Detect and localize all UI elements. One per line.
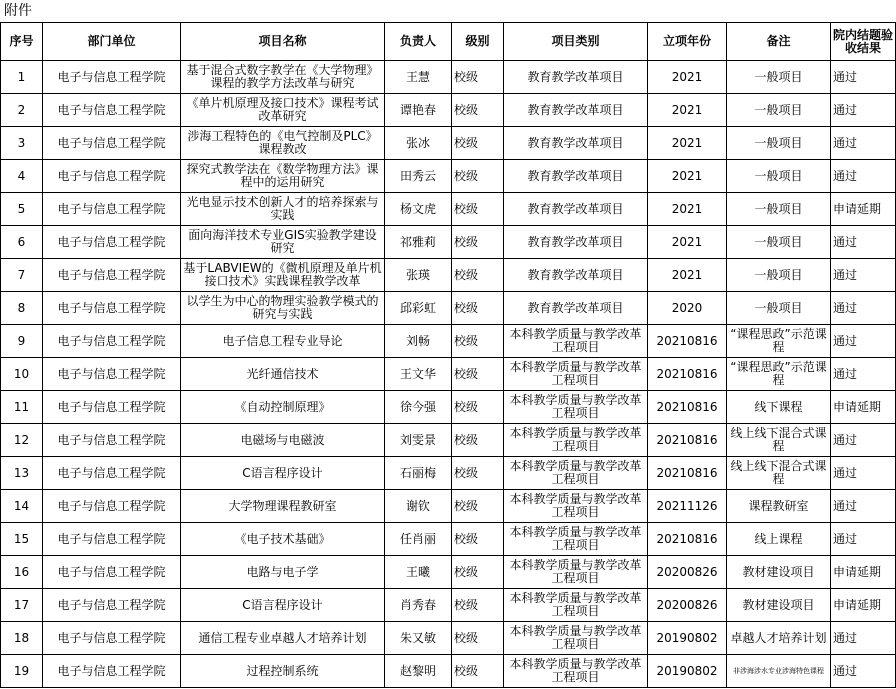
table-row [1,358,896,391]
table-row [1,127,896,160]
row-number: 11 [1,391,43,424]
project-name-cell: 《自动控制原理》 [181,391,385,424]
year-cell: 20210816 [648,325,727,358]
category-cell: 教育教学改革项目 [504,160,648,193]
note-cell: 教材建设项目 [727,556,831,589]
table-row [1,457,896,490]
level-cell: 校级 [452,358,504,391]
category-cell: 教育教学改革项目 [504,226,648,259]
header-cell: 级别 [452,23,504,61]
level-cell: 校级 [452,391,504,424]
category-cell: 本科教学质量与教学改革工程项目 [504,358,648,391]
level-cell: 校级 [452,226,504,259]
row-number: 15 [1,523,43,556]
category-cell: 本科教学质量与教学改革工程项目 [504,523,648,556]
level-cell: 校级 [452,160,504,193]
year-cell: 20210816 [648,523,727,556]
result-cell: 通过 [831,259,896,292]
year-cell: 20210816 [648,424,727,457]
level-cell: 校级 [452,622,504,655]
leader-cell: 王慧 [385,61,452,94]
department-cell: 电子与信息工程学院 [43,259,181,292]
note-cell: 卓越人才培养计划 [727,622,831,655]
department-cell: 电子与信息工程学院 [43,226,181,259]
header-cell: 备注 [727,23,831,61]
department-cell: 电子与信息工程学院 [43,358,181,391]
project-name-cell: 以学生为中心的物理实验教学模式的研究与实践 [181,292,385,325]
leader-cell: 张瑛 [385,259,452,292]
leader-cell: 徐今强 [385,391,452,424]
row-number: 12 [1,424,43,457]
project-name-cell: C语言程序设计 [181,589,385,622]
result-cell: 通过 [831,490,896,523]
year-cell: 20210816 [648,457,727,490]
level-cell: 校级 [452,490,504,523]
result-cell: 通过 [831,457,896,490]
year-cell: 20210816 [648,358,727,391]
row-number: 13 [1,457,43,490]
project-name-cell: 基于混合式数字教学在《大学物理》课程的教学方法改革与研究 [181,61,385,94]
year-cell: 2021 [648,193,727,226]
category-cell: 本科教学质量与教学改革工程项目 [504,622,648,655]
project-name-cell: 光纤通信技术 [181,358,385,391]
year-cell: 20200826 [648,556,727,589]
result-cell: 申请延期 [831,193,896,226]
department-cell: 电子与信息工程学院 [43,193,181,226]
note-cell: 线上课程 [727,523,831,556]
table-row [1,523,896,556]
header-cell: 项目类别 [504,23,648,61]
table-row [1,490,896,523]
year-cell: 2020 [648,292,727,325]
leader-cell: 肖秀春 [385,589,452,622]
department-cell: 电子与信息工程学院 [43,424,181,457]
note-cell: 一般项目 [727,226,831,259]
leader-cell: 刘畅 [385,325,452,358]
department-cell: 电子与信息工程学院 [43,127,181,160]
header-row [1,23,896,61]
row-number: 2 [1,94,43,127]
level-cell: 校级 [452,589,504,622]
department-cell: 电子与信息工程学院 [43,523,181,556]
note-cell: 线上线下混合式课程 [727,457,831,490]
result-cell: 通过 [831,325,896,358]
leader-cell: 任肖丽 [385,523,452,556]
level-cell: 校级 [452,127,504,160]
table-row [1,292,896,325]
category-cell: 教育教学改革项目 [504,292,648,325]
level-cell: 校级 [452,424,504,457]
level-cell: 校级 [452,61,504,94]
table-row [1,325,896,358]
attachment-label: 附件 [4,3,32,19]
table-row [1,589,896,622]
level-cell: 校级 [452,193,504,226]
project-name-cell: 基于LABVIEW的《微机原理及单片机接口技术》实践课程教学改革 [181,259,385,292]
level-cell: 校级 [452,523,504,556]
category-cell: 教育教学改革项目 [504,94,648,127]
result-cell: 通过 [831,358,896,391]
project-name-cell: 电路与电子学 [181,556,385,589]
note-cell: 教材建设项目 [727,589,831,622]
project-name-cell: 电磁场与电磁波 [181,424,385,457]
department-cell: 电子与信息工程学院 [43,556,181,589]
row-number: 1 [1,61,43,94]
result-cell: 通过 [831,424,896,457]
department-cell: 电子与信息工程学院 [43,61,181,94]
department-cell: 电子与信息工程学院 [43,160,181,193]
category-cell: 本科教学质量与教学改革工程项目 [504,490,648,523]
leader-cell: 刘雯景 [385,424,452,457]
result-cell: 通过 [831,655,896,688]
result-cell: 通过 [831,292,896,325]
project-name-cell: C语言程序设计 [181,457,385,490]
year-cell: 20190802 [648,655,727,688]
year-cell: 20200826 [648,589,727,622]
year-cell: 2021 [648,94,727,127]
category-cell: 本科教学质量与教学改革工程项目 [504,655,648,688]
level-cell: 校级 [452,325,504,358]
leader-cell: 张冰 [385,127,452,160]
level-cell: 校级 [452,556,504,589]
leader-cell: 谢钦 [385,490,452,523]
year-cell: 20211126 [648,490,727,523]
note-cell: 一般项目 [727,61,831,94]
department-cell: 电子与信息工程学院 [43,490,181,523]
row-number: 16 [1,556,43,589]
department-cell: 电子与信息工程学院 [43,589,181,622]
table-row [1,424,896,457]
note-cell: 一般项目 [727,160,831,193]
leader-cell: 王文华 [385,358,452,391]
row-number: 6 [1,226,43,259]
year-cell: 20190802 [648,622,727,655]
department-cell: 电子与信息工程学院 [43,325,181,358]
result-cell: 通过 [831,94,896,127]
project-name-cell: 涉海工程特色的《电气控制及PLC》课程教改 [181,127,385,160]
note-cell: 一般项目 [727,292,831,325]
table-row [1,259,896,292]
table-row [1,622,896,655]
category-cell: 本科教学质量与教学改革工程项目 [504,589,648,622]
row-number: 7 [1,259,43,292]
header-cell: 立项年份 [648,23,727,61]
category-cell: 本科教学质量与教学改革工程项目 [504,424,648,457]
department-cell: 电子与信息工程学院 [43,292,181,325]
year-cell: 2021 [648,127,727,160]
leader-cell: 祁雅莉 [385,226,452,259]
result-cell: 申请延期 [831,589,896,622]
category-cell: 本科教学质量与教学改革工程项目 [504,457,648,490]
leader-cell: 邱彩虹 [385,292,452,325]
result-cell: 通过 [831,61,896,94]
level-cell: 校级 [452,457,504,490]
row-number: 5 [1,193,43,226]
level-cell: 校级 [452,259,504,292]
result-cell: 通过 [831,160,896,193]
result-cell: 通过 [831,622,896,655]
level-cell: 校级 [452,655,504,688]
year-cell: 20210816 [648,391,727,424]
department-cell: 电子与信息工程学院 [43,94,181,127]
note-cell: 一般项目 [727,127,831,160]
result-cell: 申请延期 [831,391,896,424]
year-cell: 2021 [648,61,727,94]
leader-cell: 田秀云 [385,160,452,193]
department-cell: 电子与信息工程学院 [43,391,181,424]
note-cell: “课程思政”示范课程 [727,325,831,358]
row-number: 14 [1,490,43,523]
category-cell: 教育教学改革项目 [504,61,648,94]
row-number: 3 [1,127,43,160]
note-cell: 非涉海涉水专业涉海特色课程 [727,655,831,688]
project-name-cell: 探究式教学法在《数学物理方法》课程中的运用研究 [181,160,385,193]
year-cell: 2021 [648,160,727,193]
row-number: 19 [1,655,43,688]
table-row [1,391,896,424]
project-name-cell: 电子信息工程专业导论 [181,325,385,358]
note-cell: “课程思政”示范课程 [727,358,831,391]
row-number: 9 [1,325,43,358]
project-name-cell: 通信工程专业卓越人才培养计划 [181,622,385,655]
row-number: 18 [1,622,43,655]
category-cell: 教育教学改革项目 [504,259,648,292]
result-cell: 申请延期 [831,556,896,589]
result-cell: 通过 [831,523,896,556]
department-cell: 电子与信息工程学院 [43,655,181,688]
year-cell: 2021 [648,226,727,259]
department-cell: 电子与信息工程学院 [43,622,181,655]
project-name-cell: 《电子技术基础》 [181,523,385,556]
result-cell: 通过 [831,127,896,160]
row-number: 4 [1,160,43,193]
category-cell: 本科教学质量与教学改革工程项目 [504,391,648,424]
header-cell: 部门单位 [43,23,181,61]
year-cell: 2021 [648,259,727,292]
leader-cell: 杨文虎 [385,193,452,226]
table-row [1,61,896,94]
row-number: 10 [1,358,43,391]
project-name-cell: 《单片机原理及接口技术》课程考试改革研究 [181,94,385,127]
level-cell: 校级 [452,292,504,325]
row-number: 8 [1,292,43,325]
header-cell: 项目名称 [181,23,385,61]
category-cell: 本科教学质量与教学改革工程项目 [504,325,648,358]
department-cell: 电子与信息工程学院 [43,457,181,490]
leader-cell: 朱又敏 [385,622,452,655]
result-cell: 通过 [831,226,896,259]
leader-cell: 石丽梅 [385,457,452,490]
project-name-cell: 光电显示技术创新人才的培养探索与实践 [181,193,385,226]
table-row [1,556,896,589]
note-cell: 线上线下混合式课程 [727,424,831,457]
table-row [1,655,896,688]
header-cell: 院内结题验收结果 [831,23,896,61]
category-cell: 本科教学质量与教学改革工程项目 [504,556,648,589]
note-cell: 一般项目 [727,259,831,292]
note-cell: 一般项目 [727,193,831,226]
table-row [1,94,896,127]
row-number: 17 [1,589,43,622]
header-cell: 负责人 [385,23,452,61]
category-cell: 教育教学改革项目 [504,193,648,226]
table-row [1,193,896,226]
table-row [1,226,896,259]
table-row [1,160,896,193]
project-name-cell: 大学物理课程教研室 [181,490,385,523]
category-cell: 教育教学改革项目 [504,127,648,160]
leader-cell: 王曦 [385,556,452,589]
project-name-cell: 面向海洋技术专业GIS实验教学建设研究 [181,226,385,259]
leader-cell: 赵黎明 [385,655,452,688]
leader-cell: 谭艳春 [385,94,452,127]
note-cell: 线下课程 [727,391,831,424]
note-cell: 课程教研室 [727,490,831,523]
project-table [0,22,896,688]
header-cell: 序号 [1,23,43,61]
project-name-cell: 过程控制系统 [181,655,385,688]
note-cell: 一般项目 [727,94,831,127]
level-cell: 校级 [452,94,504,127]
